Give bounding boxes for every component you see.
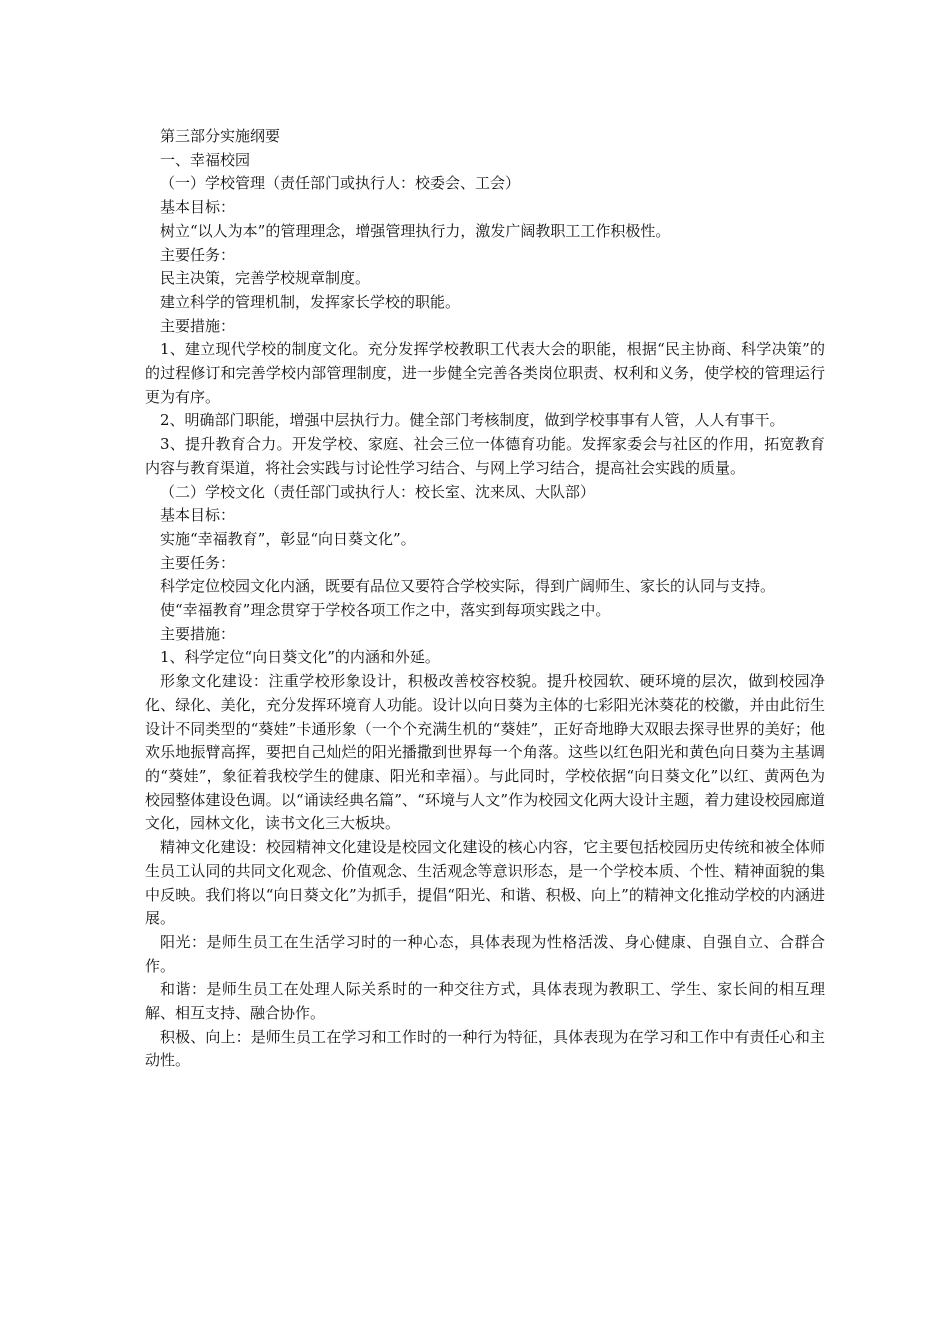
paragraph: 使“幸福教育”理念贯穿于学校各项工作之中，落实到每项实践之中。 xyxy=(160,601,611,620)
paragraph: 树立“以人为本”的管理理念，增强管理执行力，激发广阔教职工工作积极性。 xyxy=(160,221,671,240)
paragraph: 2、明确部门职能，增强中层执行力。健全部门考核制度，做到学校事事有人管，人人有事干。 xyxy=(160,411,785,430)
label-main-tasks: 主要任务： xyxy=(160,245,236,264)
label-main-measures: 主要措施： xyxy=(160,316,236,335)
paragraph: 科学定位校园文化内涵，既要有品位又要符合学校实际，得到广阔师生、家长的认同与支持。 xyxy=(160,577,776,596)
paragraph: 和谐：是师生员工在处理人际关系时的一种交往方式，具体表现为教职工、学生、家长间的相互理解、相互支持、融合协作。 xyxy=(145,980,825,1023)
paragraph: 实施“幸福教育”，彰显“向日葵文化”。 xyxy=(160,529,416,548)
paragraph: 阳光：是师生员工在生活学习时的一种心态，具体表现为性格活泼、身心健康、自强自立、合群合作。 xyxy=(145,932,825,975)
document-page xyxy=(145,125,825,1073)
subsection-heading: （二）学校文化（责任部门或执行人：校长室、沈来凤、大队部） xyxy=(160,482,596,501)
paragraph: 1、科学定位“向日葵文化”的内涵和外延。 xyxy=(160,648,440,667)
label-basic-goal: 基本目标： xyxy=(160,198,236,217)
paragraph: 积极、向上：是师生员工在学习和工作时的一种行为特征，具体表现为在学习和工作中有责任心和主动性。 xyxy=(145,1027,825,1070)
paragraph: 3、提升教育合力。开发学校、家庭、社会三位一体德育功能。发挥家委会与社区的作用，拓宽教育内容与教育渠道，将社会实践与讨论性学习结合、与网上学习结合，提高社会实践的质量。 xyxy=(145,435,825,477)
paragraph: 精神文化建设：校园精神文化建设是校园文化建设的核心内容，它主要包括校园历史传统和被全体师生员工认同的共同文化观念、价值观念、生活观念等意识形态，是一个学校本质、个性、精神面貌的集中反映。我们将以“向日葵文化”为抓手，提倡“阳光、和谐、积极、向上”的精神文化推动学校的内涵进展。 xyxy=(145,838,825,928)
section-title: 第三部分实施纲要 xyxy=(160,127,281,145)
subsection-heading: （一）学校管理（责任部门或执行人：校委会、工会） xyxy=(160,174,521,193)
chapter-heading: 一、幸福校园 xyxy=(160,150,251,169)
label-main-tasks: 主要任务： xyxy=(160,553,236,572)
paragraph: 民主决策，完善学校规章制度。 xyxy=(160,269,371,288)
paragraph: 1、建立现代学校的制度文化。充分发挥学校教职工代表大会的职能，根据“民主协商、科学决策”的的过程修订和完善学校内部管理制度，进一步健全完善各类岗位职责、权利和义务，使学校的管理运行更为有序。 xyxy=(145,340,825,406)
label-main-measures: 主要措施： xyxy=(160,624,236,643)
paragraph: 建立科学的管理机制，发挥家长学校的职能。 xyxy=(160,292,461,311)
paragraph: 形象文化建设：注重学校形象设计，积极改善校容校貌。提升校园软、硬环境的层次，做到校园净化、绿化、美化，充分发挥环境育人功能。设计以向日葵为主体的七彩阳光沐葵花的校徽，并由此衍生设计不同类型的“葵娃”卡通形象（一个个充满生机的“葵娃”，正好奇地睁大双眼去探寻世界的美好；他欢乐地振臂高挥，要把自己灿烂的阳光播撒到世界每一个角落。这些以红色阳光和黄色向日葵为主基调的“葵娃”，象征着我校学生的健康、阳光和幸福）。与此同时，学校依据“向日葵文化”以红、黄两色为校园整体建设色调。以“诵读经典名篇”、“环境与人文”作为校园文化两大设计主题，着力建设校园廊道文化，园林文化，读书文化三大板块。 xyxy=(145,672,825,833)
label-basic-goal: 基本目标： xyxy=(160,506,236,525)
